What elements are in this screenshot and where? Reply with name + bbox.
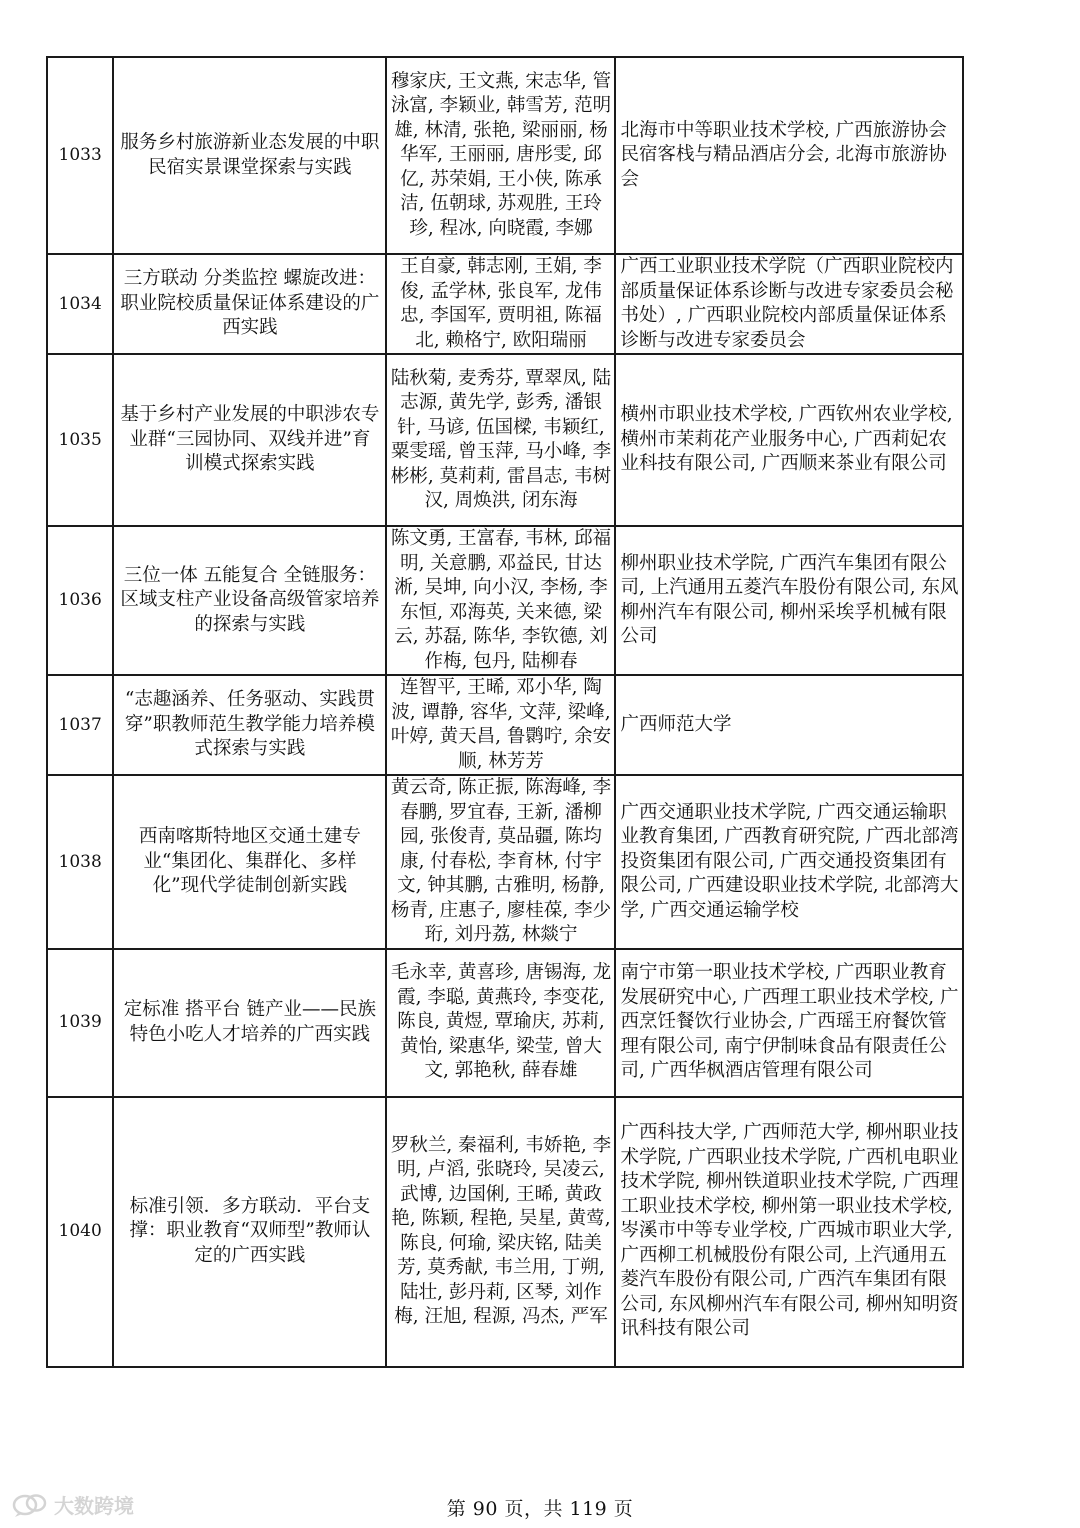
project-title: 三位一体 五能复合 全链服务：区域支柱产业设备高级管家培养的探索与实践 [113, 526, 386, 675]
member-names: 陈文勇, 王富春, 韦林, 邱福明, 关意鹏, 邓益民, 甘达淅, 吴坤, 向小汉, 李杨, 李东恒, 邓海英, 关来德, 梁云, 苏磊, 陈华, 李钦德, 刘作梅, 包丹, 陆柳春 [386, 526, 615, 675]
organizations: 柳州职业技术学院, 广西汽车集团有限公司, 上汽通用五菱汽车股份有限公司, 东风柳州汽车有限公司, 柳州采埃孚机械有限公司 [615, 526, 963, 675]
organizations: 广西交通职业技术学院, 广西交通运输职业教育集团, 广西教育研究院, 广西北部湾投资集团有限公司, 广西交通投资集团有限公司, 广西建设职业技术学院, 北部湾大学, 广西交通运输学校 [615, 775, 963, 949]
table-row [47, 526, 963, 675]
project-title: 标准引领．多方联动．平台支撑：职业教育“双师型”教师认定的广西实践 [113, 1097, 386, 1367]
member-names: 陆秋菊, 麦秀芬, 覃翠凤, 陆志源, 黄先学, 彭秀, 潘银针, 马谚, 伍国樑, 韦颖红, 粟雯瑶, 曾玉萍, 马小峰, 李彬彬, 莫莉莉, 雷昌志, 韦树汉, 周焕洪, 闭东海 [386, 354, 615, 526]
row-number: 1036 [47, 526, 113, 675]
row-number: 1038 [47, 775, 113, 949]
row-number: 1039 [47, 949, 113, 1097]
organizations: 横州市职业技术学校, 广西钦州农业学校, 横州市茉莉花产业服务中心, 广西莉妃农业科技有限公司, 广西顺来茶业有限公司 [615, 354, 963, 526]
table-row [47, 1097, 963, 1367]
table-row [47, 775, 963, 949]
row-number: 1035 [47, 354, 113, 526]
row-number: 1037 [47, 675, 113, 775]
watermark [12, 1490, 134, 1519]
watermark-text: 大数跨境 [54, 1494, 134, 1518]
organizations: 广西工业职业技术学院（广西职业院校内部质量保证体系诊断与改进专家委员会秘书处）, 广西职业院校内部质量保证体系诊断与改进专家委员会 [615, 254, 963, 354]
member-names: 黄云奇, 陈正振, 陈海峰, 李春鹏, 罗宜春, 王新, 潘柳园, 张俊青, 莫品疆, 陈均康, 付春松, 李育林, 付宇文, 钟其鹏, 古雅明, 杨静, 杨青, 庄惠子, 廖桂葆, 李少珩, 刘丹荔, 林燚宁 [386, 775, 615, 949]
page-number-footer: 第 90 页，共 119 页 [446, 1498, 634, 1520]
award-table [46, 56, 964, 1368]
table-row [47, 949, 963, 1097]
member-names: 穆家庆, 王文燕, 宋志华, 管泳富, 李颖业, 韩雪芳, 范明雄, 林清, 张艳, 梁丽丽, 杨华军, 王丽丽, 唐彤雯, 邱 亿, 苏荣娟, 王小侠, 陈承洁, 伍朝球, 苏观胜, 王玲珍, 程冰, 向晓霞, 李娜 [386, 57, 615, 254]
project-title: “志趣涵养、任务驱动、实践贯穿”职教师范生教学能力培养模式探索与实践 [113, 675, 386, 775]
project-title: 定标准 搭平台 链产业——民族特色小吃人才培养的广西实践 [113, 949, 386, 1097]
row-number: 1034 [47, 254, 113, 354]
project-title: 服务乡村旅游新业态发展的中职民宿实景课堂探索与实践 [113, 57, 386, 254]
project-title: 西南喀斯特地区交通土建专业“集团化、集群化、多样化”现代学徒制创新实践 [113, 775, 386, 949]
organizations: 广西科技大学, 广西师范大学, 柳州职业技术学院, 广西职业技术学院, 广西机电职业技术学院, 柳州铁道职业技术学院, 广西理工职业技术学校, 柳州第一职业技术学校, 岑溪市中等专业学校, 广西城市职业大学, 广西柳工机械股份有限公司, 上汽通用五菱汽车股份有限公司, 广西汽车集团有限公司, 东风柳州汽车有限公司, 柳州知明资讯科技有限公司 [615, 1097, 963, 1367]
project-title: 三方联动 分类监控 螺旋改进：职业院校质量保证体系建设的广西实践 [113, 254, 386, 354]
watermark-logo-icon [12, 1492, 48, 1518]
member-names: 毛永幸, 黄喜珍, 唐锡海, 龙霞, 李聪, 黄燕玲, 李变花, 陈良, 黄煜, 覃瑜庆, 苏莉, 黄怡, 梁惠华, 梁莹, 曾大文, 郭艳秋, 薛春雄 [386, 949, 615, 1097]
table-row [47, 57, 963, 254]
row-number: 1033 [47, 57, 113, 254]
member-names: 罗秋兰, 秦福利, 韦娇艳, 李明, 卢滔, 张晓玲, 吴凌云, 武博, 边国俐, 王晞, 黄政艳, 陈颖, 程艳, 吴星, 黄莺, 陈良, 何瑜, 梁庆铭, 陆美芳, 莫秀献, 韦兰用, 丁朔, 陆壮, 彭丹莉, 区琴, 刘作梅, 汪旭, 程源, 冯杰, 严军 [386, 1097, 615, 1367]
row-number: 1040 [47, 1097, 113, 1367]
table-row [47, 254, 963, 354]
member-names: 连智平, 王晞, 邓小华, 陶波, 谭静, 容华, 文萍, 梁峰, 叶婷, 黄天昌, 鲁鹮咛, 余安顺, 林芳芳 [386, 675, 615, 775]
member-names: 王自豪, 韩志刚, 王娟, 李俊, 孟学林, 张良军, 龙伟忠, 李国军, 贾明祖, 陈福北, 赖格宁, 欧阳瑞丽 [386, 254, 615, 354]
organizations: 广西师范大学 [615, 675, 963, 775]
table-row [47, 354, 963, 526]
project-title: 基于乡村产业发展的中职涉农专业群“三园协同、双线并进”育训模式探索实践 [113, 354, 386, 526]
organizations: 南宁市第一职业技术学校, 广西职业教育发展研究中心, 广西理工职业技术学校, 广西烹饪餐饮行业协会, 广西瑶王府餐饮管理有限公司, 南宁伊制味食品有限责任公司, 广西华枫酒店管理有限公司 [615, 949, 963, 1097]
table-row [47, 675, 963, 775]
organizations: 北海市中等职业技术学校, 广西旅游协会民宿客栈与精品酒店分会, 北海市旅游协会 [615, 57, 963, 254]
